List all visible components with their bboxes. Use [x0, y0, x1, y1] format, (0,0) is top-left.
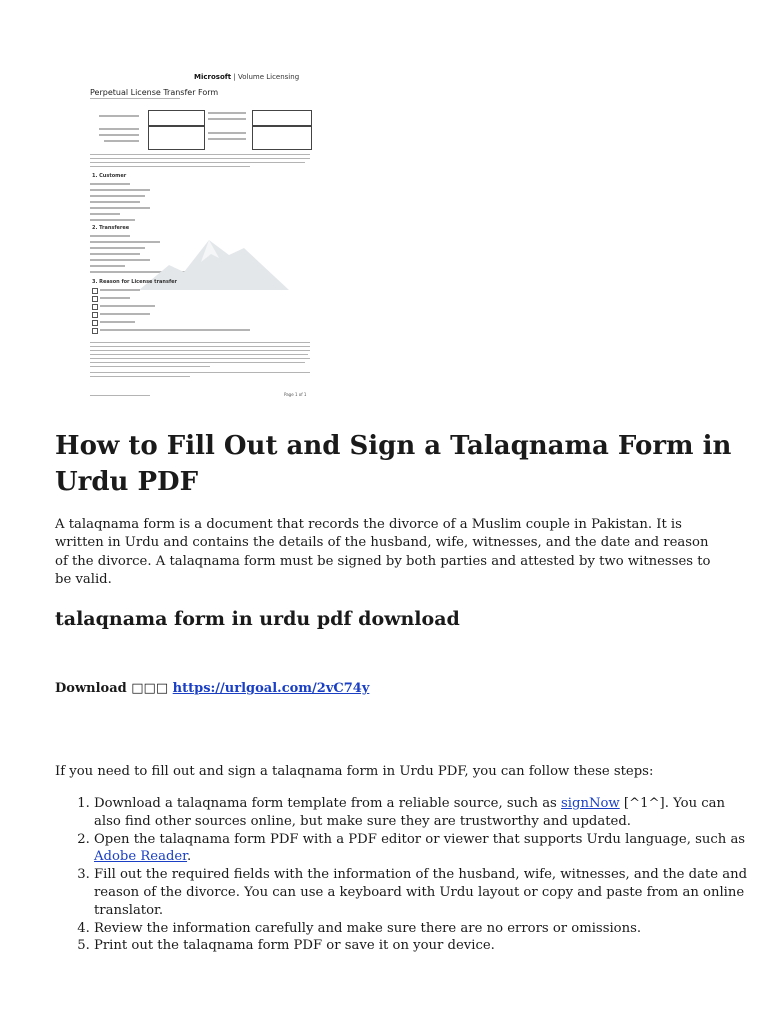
steps-intro: If you need to fill out and sign a talaqnama form in Urdu PDF, you can follow these steps:: [55, 764, 654, 779]
list-item: 3. Fill out the required fields with the information of the husband, wife, witnesses, and the date and reason of the divorce. You can use a keyboard with Urdu layout or copy and paste from an online translator.: [94, 866, 754, 919]
list-item: 1. Download a talaqnama form template from a reliable source, such as signNow [^1^]. You can also find other sources online, but make sure they are trustworthy and updated.: [94, 795, 754, 831]
form-thumbnail-image: [84, 70, 316, 402]
download-glyphs: □□□: [131, 681, 169, 696]
download-line: [55, 680, 369, 698]
form-thumbnail-title: Perpetual License Transfer Form: [90, 88, 219, 97]
mountain-watermark: [139, 220, 289, 300]
steps-list: [55, 795, 754, 955]
adobe-reader-link[interactable]: Adobe Reader: [94, 849, 188, 865]
microsoft-volume-licensing-logo: Microsoft | Volume Licensing: [194, 73, 300, 81]
list-item: 4. Review the information carefully and make sure there are no errors or omissions.: [94, 920, 754, 938]
signnow-link[interactable]: signNow: [561, 796, 620, 811]
intro-paragraph: A talaqnama form is a document that records the divorce of a Muslim couple in Pakistan. It is written in Urdu and contains the details of the husband, wife, witnesses, and the date and reason of the divorce. A talaqnama form must be signed by both parties and attested by two witnesses to be valid.: [55, 517, 711, 588]
form-section-customer: 1. Customer: [92, 173, 127, 179]
download-link[interactable]: https://urlgoal.com/2vC74y: [172, 681, 370, 696]
form-section-reason: 3. Reason for License transfer: [92, 279, 177, 285]
article-title: How to Fill Out and Sign a Talaqnama Form in Urdu PDF: [55, 431, 732, 497]
list-item: 5. Print out the talaqnama form PDF or save it on your device.: [94, 937, 754, 955]
form-section-transferee: 2. Transferee: [92, 225, 130, 231]
form-thumbnail-footer: Page 1 of 1: [284, 392, 307, 397]
section-heading: talaqnama form in urdu pdf download: [55, 608, 460, 630]
list-item: 2. Open the talaqnama form PDF with a PDF editor or viewer that supports Urdu language, such as Adobe Reader.: [94, 831, 754, 867]
download-label: Download: [55, 681, 127, 696]
